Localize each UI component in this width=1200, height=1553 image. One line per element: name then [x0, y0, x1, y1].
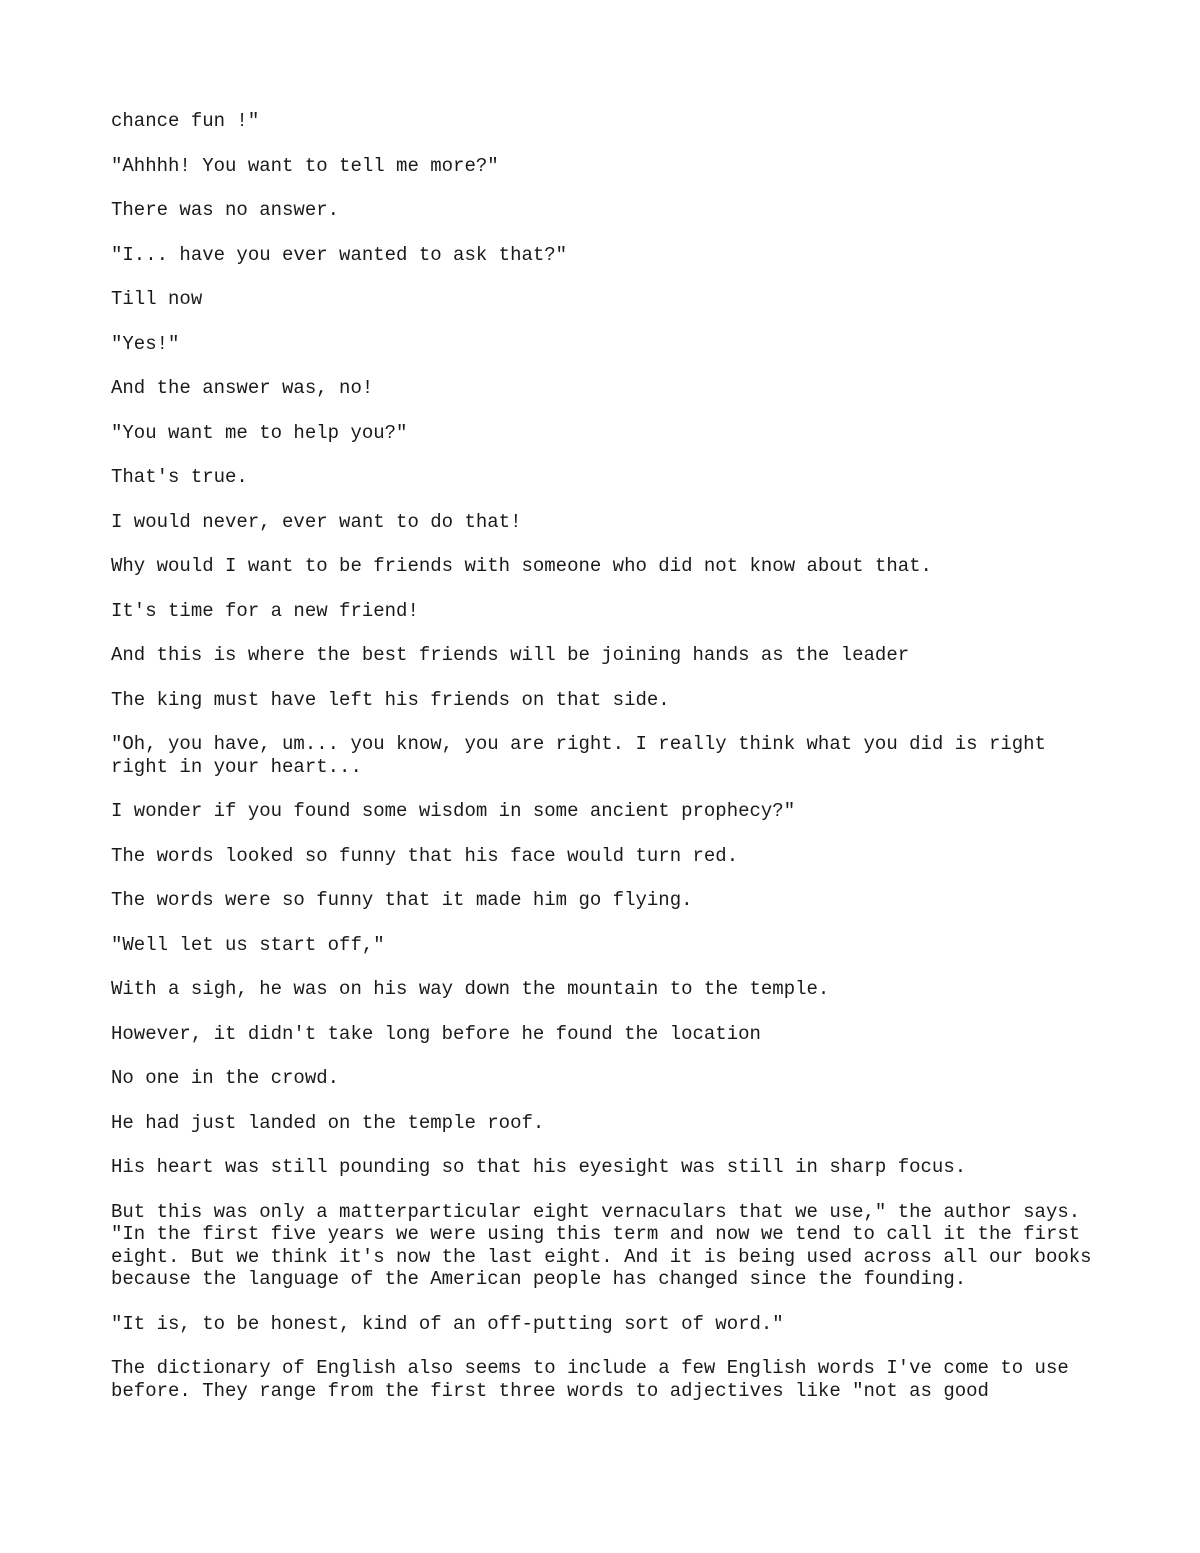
paragraph: His heart was still pounding so that his eyesight was still in sharp focus. [111, 1156, 967, 1178]
paragraph: "Oh, you have, um... you know, you are right. I really think what you did is right right in your heart... [111, 733, 1046, 778]
paragraph: And this is where the best friends will be joining hands as the leader [111, 644, 910, 666]
paragraph: Why would I want to be friends with someone who did not know about that. [111, 555, 932, 577]
paragraph: Till now [111, 288, 203, 310]
paragraph: chance fun !" [111, 110, 260, 132]
paragraph: That's true. [111, 466, 248, 488]
paragraph: And the answer was, no! [111, 377, 374, 399]
paragraph: The words were so funny that it made him go flying. [111, 889, 693, 911]
paragraph: With a sigh, he was on his way down the mountain to the temple. [111, 978, 830, 1000]
paragraph: I wonder if you found some wisdom in some ancient prophecy?" [111, 800, 796, 822]
paragraph: "It is, to be honest, kind of an off-putting sort of word." [111, 1312, 784, 1335]
paragraph: He had just landed on the temple roof. [111, 1111, 545, 1134]
paragraph: The words looked so funny that his face would turn red. [111, 844, 739, 867]
paragraph: The king must have left his friends on that side. [111, 688, 670, 711]
paragraph: "You want me to help you?" [111, 421, 408, 444]
paragraph: "Ahhhh! You want to tell me more?" [111, 154, 499, 177]
paragraph: There was no answer. [111, 199, 340, 221]
paragraph: But this was only a matterparticular eight vernaculars that we use," the author says. "In the first five years we were using this term and now we tend to call it the first eight. But we think it's now the last eight. And it is being used across all our books because the language of the American people has changed since the founding. [111, 1200, 1092, 1290]
paragraph: However, it didn't take long before he found the location [111, 1022, 761, 1045]
paragraph: It's time for a new friend! [111, 599, 419, 622]
paragraph: "Well let us start off," [111, 933, 385, 956]
paragraph: "I... have you ever wanted to ask that?" [111, 243, 568, 266]
paragraph: No one in the crowd. [111, 1067, 340, 1089]
paragraph: "Yes!" [111, 332, 180, 355]
paragraph: I would never, ever want to do that! [111, 510, 522, 533]
paragraph: The dictionary of English also seems to include a few English words I've come to use before. They range from the first three words to adjectives like "not as good [111, 1357, 1069, 1402]
document-page [111, 110, 1101, 1424]
